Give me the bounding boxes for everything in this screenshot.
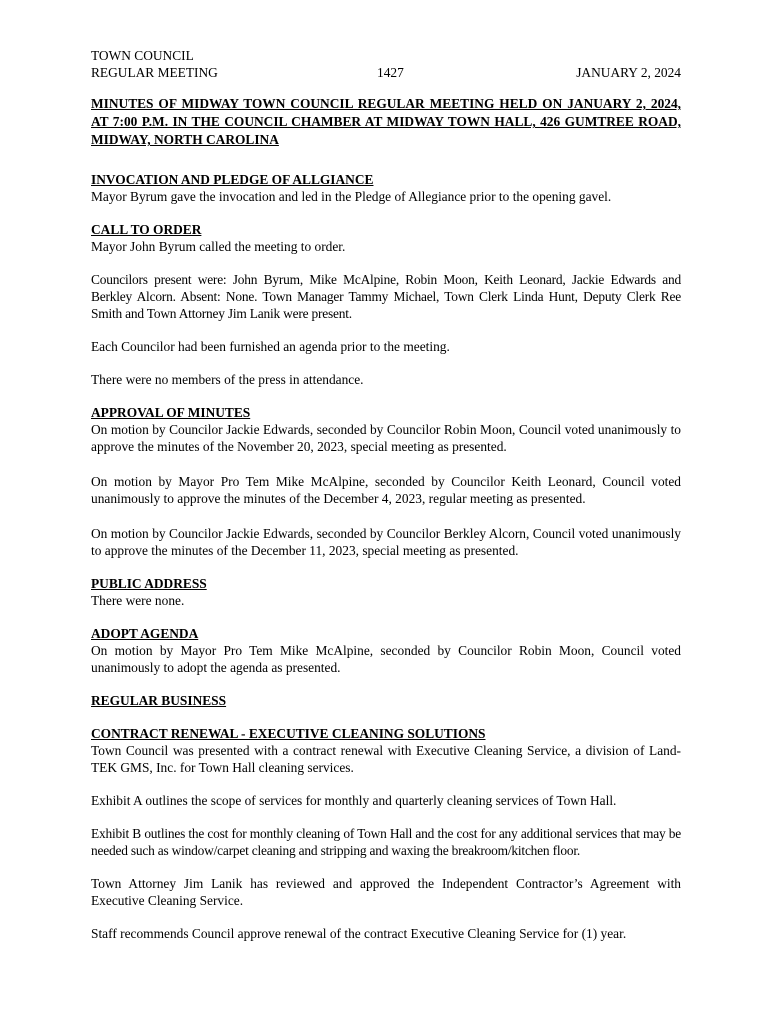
minutes-motion-2: On motion by Mayor Pro Tem Mike McAlpine, seconded by Councilor Keith Leonard, Council voted unanimously to approve the minutes of the December 4, 2023, regular meeting as presented. (91, 474, 681, 506)
minutes-motion-1: On motion by Councilor Jackie Edwards, seconded by Councilor Robin Moon, Council voted unanimously to approve the minutes of the November 20, 2023, special meeting as presented. (91, 422, 681, 454)
adopt-agenda-text: On motion by Mayor Pro Tem Mike McAlpine, seconded by Councilor Robin Moon, Council voted unanimously to adopt the agenda as presented. (91, 643, 681, 675)
contract-paragraph-2: Exhibit A outlines the scope of services for monthly and quarterly cleaning services of Town Hall. (91, 793, 617, 808)
section-heading-public-address: PUBLIC ADDRESS (91, 576, 207, 591)
press-note: There were no members of the press in attendance. (91, 372, 364, 387)
contract-paragraph-1: Town Council was presented with a contract renewal with Executive Cleaning Service, a division of Land-TEK GMS, Inc. for Town Hall cleaning services. (91, 743, 681, 775)
header-page-number: 1427 (377, 65, 404, 80)
call-to-order-text: Mayor John Byrum called the meeting to order. (91, 239, 346, 254)
header-date: JANUARY 2, 2024 (576, 65, 681, 80)
contract-paragraph-5: Staff recommends Council approve renewal of the contract Executive Cleaning Service for (1) year. (91, 926, 627, 941)
header-meeting-type: REGULAR MEETING (91, 65, 218, 80)
attendance-paragraph: Councilors present were: John Byrum, Mike McAlpine, Robin Moon, Keith Leonard, Jackie Edwards and Berkley Alcorn. Absent: None. Town Manager Tammy Michael, Town Clerk Linda Hunt, Deputy Clerk Ree Smith and Town Attorney Jim Lanik were present. (91, 272, 681, 321)
minutes-page (91, 47, 681, 942)
public-address-text: There were none. (91, 593, 185, 608)
minutes-motion-3: On motion by Councilor Jackie Edwards, seconded by Councilor Berkley Alcorn, Council voted unanimously to approve the minutes of the December 11, 2023, special meeting as presented. (91, 526, 681, 558)
section-heading-adopt-agenda: ADOPT AGENDA (91, 626, 199, 641)
section-heading-regular-business: REGULAR BUSINESS (91, 693, 227, 708)
document-title: MINUTES OF MIDWAY TOWN COUNCIL REGULAR MEETING HELD ON JANUARY 2, 2024, AT 7:00 P.M. IN THE COUNCIL CHAMBER AT MIDWAY TOWN HALL, 426 GUMTREE ROAD, MIDWAY, NORTH CAROLINA (91, 96, 681, 147)
contract-paragraph-4: Town Attorney Jim Lanik has reviewed and approved the Independent Contractor’s Agreement with Executive Cleaning Service. (91, 876, 681, 908)
page-header (91, 47, 681, 81)
invocation-text: Mayor Byrum gave the invocation and led in the Pledge of Allegiance prior to the opening gavel. (91, 189, 612, 204)
agenda-note: Each Councilor had been furnished an agenda prior to the meeting. (91, 339, 450, 354)
section-heading-invocation: INVOCATION AND PLEDGE OF ALLGIANCE (91, 172, 374, 187)
section-heading-approval-of-minutes: APPROVAL OF MINUTES (91, 405, 251, 420)
section-heading-contract-renewal: CONTRACT RENEWAL - EXECUTIVE CLEANING SOLUTIONS (91, 726, 486, 741)
section-heading-call-to-order: CALL TO ORDER (91, 222, 202, 237)
header-org: TOWN COUNCIL (91, 48, 194, 63)
contract-paragraph-3: Exhibit B outlines the cost for monthly cleaning of Town Hall and the cost for any additional services that may be needed such as window/carpet cleaning and stripping and waxing the breakroom/kitchen floor. (91, 826, 681, 858)
